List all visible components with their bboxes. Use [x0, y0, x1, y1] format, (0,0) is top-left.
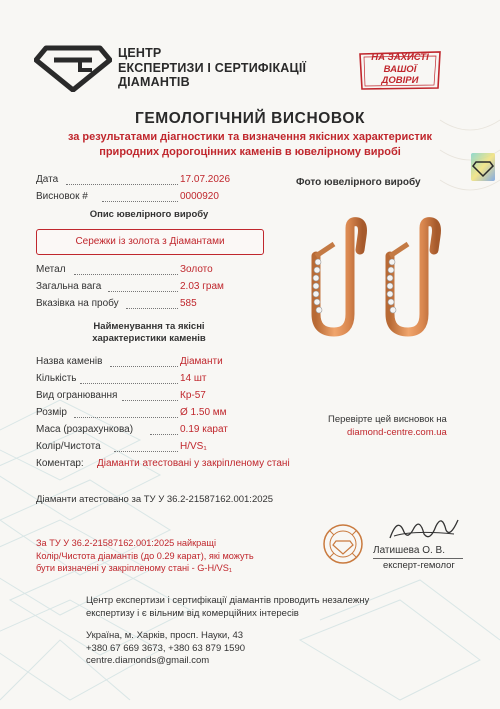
- stone-name-label: Назва каменів: [36, 356, 103, 367]
- subtitle-line-2: природних дорогоцінних каменів в ювелірному виробі: [99, 146, 401, 158]
- org-line-1: ЦЕНТР: [118, 46, 162, 60]
- verify-link[interactable]: diamond-centre.com.ua: [347, 427, 447, 438]
- stones-heading-line-1: Найменування та якісні: [93, 321, 205, 332]
- stones-heading-line-2: характеристики каменів: [92, 333, 206, 344]
- note-line-3: бути визначені у закріпленому стані - G-H/VS₁: [36, 563, 232, 573]
- quantity-label: Кількість: [36, 373, 77, 384]
- hallmark-value: 585: [180, 298, 197, 309]
- org-line-2: ЕКСПЕРТИЗИ І СЕРТИФІКАЦІЇ: [118, 60, 307, 75]
- number-label: Висновок #: [36, 191, 88, 202]
- product-name: Сережки із золота з Діамантами: [75, 236, 225, 247]
- expert-role: експерт-гемолог: [383, 560, 455, 571]
- independence-statement: [86, 595, 369, 620]
- footer-line-2: експертизу і є вільним від комерційних інтересів: [86, 607, 299, 619]
- signature-icon: [384, 508, 464, 548]
- quantity-value: 14 шт: [180, 373, 207, 384]
- cut-value: Кр-57: [180, 390, 206, 401]
- metal-value: Золото: [180, 264, 213, 275]
- page-title: ГЕМОЛОГІЧНИЙ ВИСНОВОК: [134, 110, 366, 127]
- product-heading: Опис ювелірного виробу: [89, 209, 209, 220]
- metal-label: Метал: [36, 264, 66, 275]
- contacts-block: [86, 630, 245, 668]
- contact-phones[interactable]: +380 67 669 3673, +380 63 879 1590: [86, 642, 246, 654]
- stones-heading: [36, 321, 262, 345]
- organization-name: [118, 46, 306, 90]
- stone-name-dots: [110, 366, 178, 367]
- mass-dots: [150, 434, 178, 435]
- subtitle-line-1: за результатами діагностики та визначення якісних характеристик: [67, 131, 433, 143]
- color-clarity-label: Колір/Чистота: [36, 441, 101, 452]
- size-dots: [74, 417, 178, 418]
- number-dots: [102, 201, 178, 202]
- verify-text: Перевірте цей висновок на: [328, 414, 447, 425]
- comment-value: Діаманти атестовані у закріпленому стані: [97, 458, 290, 469]
- gem-logo-icon: [34, 44, 112, 92]
- seal-line-3: ДОВІРИ: [381, 75, 419, 86]
- note-line-2: Колір/Чистота діамантів (до 0.29 карат), які можуть: [36, 550, 254, 561]
- weight-label: Загальна вага: [36, 281, 102, 292]
- hallmark-dots: [126, 308, 178, 309]
- seal-line-2: ВАШОЇ: [383, 63, 417, 75]
- hallmark-label: Вказівка на пробу: [36, 298, 119, 309]
- page-subtitle: [0, 130, 500, 160]
- mass-label: Маса (розрахункова): [36, 424, 134, 435]
- weight-dots: [108, 291, 178, 292]
- photo-title: Фото ювелірного виробу: [296, 177, 421, 188]
- clarity-note: [36, 537, 254, 575]
- trust-seal-text: [354, 52, 446, 87]
- org-line-3: ДІАМАНТІВ: [118, 75, 190, 89]
- date-dots: [66, 184, 178, 185]
- signature-line: [373, 558, 463, 559]
- tu-text: Діаманти атестовано за ТУ У 36.2-21587162.001:2025: [36, 494, 274, 505]
- earrings-photo: [294, 214, 444, 346]
- expert-name: Латишева О. В.: [373, 545, 445, 556]
- comment-label: Коментар:: [36, 458, 84, 469]
- seal-line-1: НА ЗАХИСТІ: [371, 52, 429, 63]
- cut-dots: [122, 400, 178, 401]
- date-label: Дата: [36, 174, 59, 185]
- weight-value: 2.03 грам: [180, 281, 224, 292]
- size-value: Ø 1.50 мм: [180, 407, 227, 418]
- size-label: Розмір: [36, 407, 67, 418]
- color-clarity-dots: [114, 451, 178, 452]
- stone-name-value: Діаманти: [180, 356, 223, 367]
- note-line-1: За ТУ У 36.2-21587162.001:2025 найкращі: [36, 538, 216, 548]
- number-value: 0000920: [180, 191, 219, 202]
- mass-value: 0.19 карат: [180, 424, 228, 435]
- quantity-dots: [80, 383, 178, 384]
- expert-stamp-icon: [322, 523, 364, 565]
- contact-address: Україна, м. Харків, просп. Науки, 43: [86, 630, 244, 641]
- verify-block: [328, 413, 447, 439]
- contact-email[interactable]: centre.diamonds@gmail.com: [86, 655, 210, 666]
- date-value: 17.07.2026: [180, 174, 231, 185]
- metal-dots: [74, 274, 178, 275]
- cut-label: Вид огранювання: [36, 390, 118, 401]
- footer-line-1: Центр експертизи і сертифікації діамантів проводить незалежну: [86, 595, 370, 606]
- product-name-box: [36, 229, 264, 255]
- color-clarity-value: H/VS₁: [180, 441, 207, 452]
